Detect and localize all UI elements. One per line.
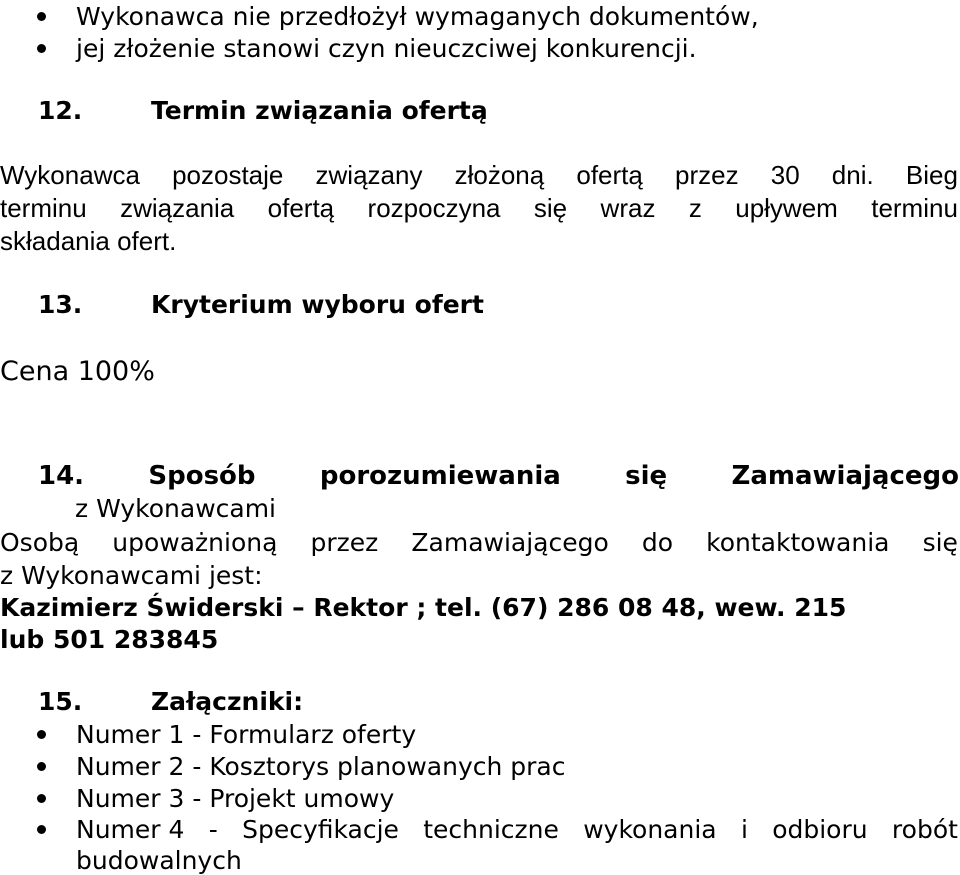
bullet-icon	[37, 825, 46, 834]
word: terminu	[0, 193, 87, 223]
word: robót	[891, 815, 958, 844]
word: Bieg	[905, 160, 958, 190]
word: 30	[770, 160, 800, 190]
word: Sposób	[148, 461, 256, 491]
contact-line: lub 501 283845	[0, 625, 219, 654]
list-item: Numer 3 - Projekt umowy	[76, 784, 395, 813]
word: Zamawiającego	[411, 528, 609, 557]
word: się	[922, 528, 958, 557]
word: przez	[675, 160, 739, 190]
word: i	[740, 815, 748, 844]
word: ofertą	[267, 193, 335, 223]
word: wraz	[600, 193, 656, 223]
bullet-icon	[37, 12, 46, 21]
word: związany	[315, 160, 423, 190]
list-item-cont: budowalnych	[76, 846, 242, 875]
word: rozpoczyna	[367, 193, 501, 223]
bullet-icon	[37, 794, 46, 803]
word: Wykonawca	[0, 160, 140, 190]
word: upływem	[735, 193, 838, 223]
section-title-cont: z Wykonawcami	[75, 494, 277, 523]
word: przez	[310, 528, 379, 557]
list-item: Numer 2 - Kosztorys planowanych prac	[76, 752, 566, 781]
word: związania	[120, 193, 235, 223]
word: Specyfikacje	[242, 815, 399, 844]
word: wykonania	[583, 815, 717, 844]
word: ofertą	[576, 160, 643, 190]
word: Numer 4	[76, 815, 185, 844]
list-item: Wykonawca nie przedłożył wymaganych dokumentów,	[76, 2, 759, 31]
word: -	[208, 815, 218, 844]
section-title: Termin związania ofertą	[151, 96, 488, 125]
criterion-text: Cena 100%	[0, 356, 155, 387]
word: techniczne	[423, 815, 559, 844]
word: odbioru	[772, 815, 868, 844]
paragraph-line: z Wykonawcami jest:	[0, 561, 263, 590]
list-item: Numer 1 - Formularz oferty	[76, 720, 417, 749]
section-number: 15.	[38, 687, 83, 716]
section-title	[38, 463, 959, 489]
word: 14.	[38, 461, 85, 491]
bullet-icon	[37, 762, 46, 771]
word: się	[625, 461, 668, 491]
word: Osobą	[0, 528, 80, 557]
contact-line: Kazimierz Świderski – Rektor ; tel. (67) 286 08 48, wew. 215	[0, 593, 847, 622]
paragraph-line: składania ofert.	[0, 226, 177, 256]
word: pozostaje	[172, 160, 284, 190]
section-number: 12.	[38, 96, 83, 125]
word: kontaktowania	[706, 528, 890, 557]
section-title: Załączniki:	[151, 687, 304, 716]
word: dni.	[831, 160, 874, 190]
list-item: jej złożenie stanowi czyn nieuczciwej konkurencji.	[76, 34, 697, 63]
word: do	[641, 528, 674, 557]
paragraph-line	[0, 195, 958, 221]
word: Zamawiającego	[731, 461, 959, 491]
word: się	[533, 193, 568, 223]
section-title: Kryterium wyboru ofert	[151, 290, 484, 319]
word: z	[688, 193, 702, 223]
paragraph-line	[0, 162, 958, 188]
list-item	[76, 817, 958, 842]
word: upoważnioną	[112, 528, 278, 557]
word: terminu	[871, 193, 958, 223]
bullet-icon	[37, 730, 46, 739]
word: porozumiewania	[319, 461, 561, 491]
bullet-icon	[37, 44, 46, 53]
word: złożoną	[454, 160, 545, 190]
section-number: 13.	[38, 290, 83, 319]
paragraph-line	[0, 530, 958, 555]
